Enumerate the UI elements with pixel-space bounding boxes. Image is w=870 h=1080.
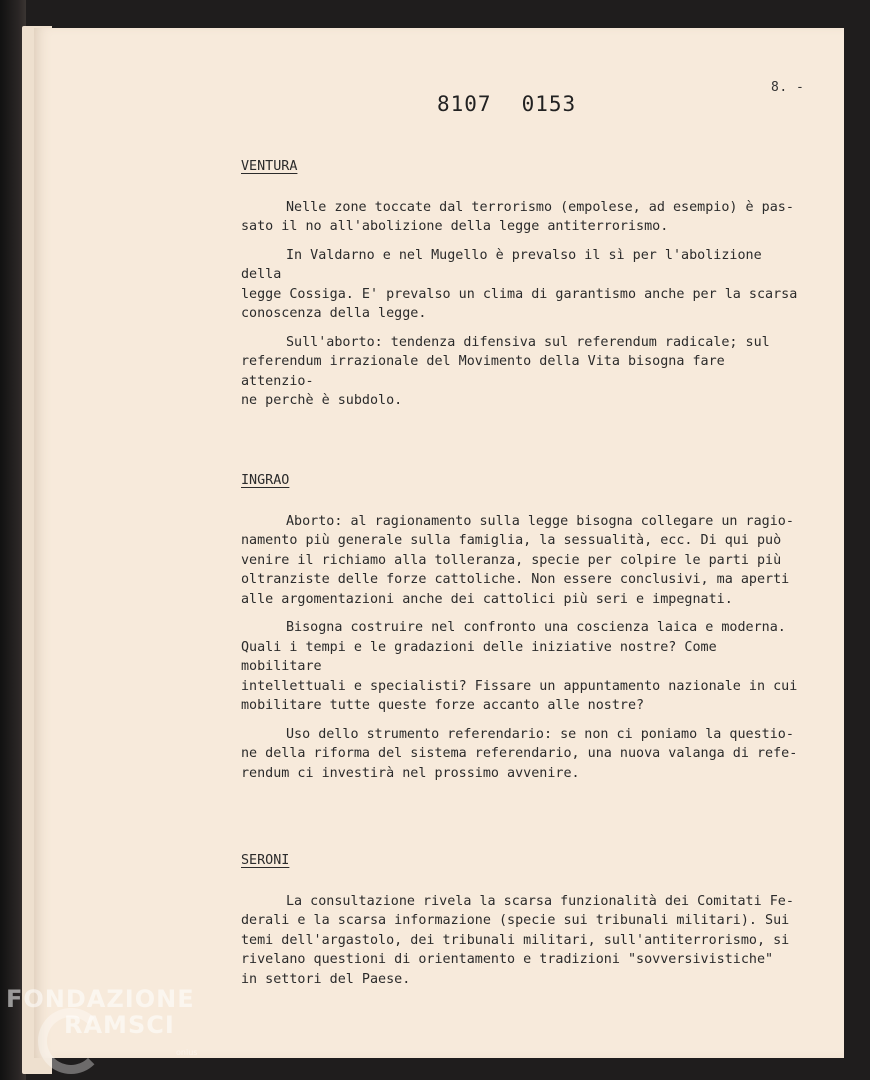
page-number: 8. -	[771, 80, 805, 95]
watermark-logo	[6, 986, 195, 1038]
paragraph: Bisogna costruire nel confronto una coscienza laica e moderna. Quali i tempi e le gradazioni delle iniziative nostre? Come mobilitare intellettuali e specialisti? Fissare un appuntamento nazionale in cui mobilitare tutte queste forze accanto alle nostre?	[241, 620, 798, 713]
watermark-line1: FONDAZIONE	[6, 985, 195, 1013]
paragraph: Uso dello strumento referendario: se non ci poniamo la questio- ne della riforma del sistema referendario, una nuova valanga di refe- rendum ci investirà nel prossimo avvenire.	[241, 726, 798, 781]
paragraph: Aborto: al ragionamento sulla legge bisogna collegare un ragio- namento più generale sulla famiglia, la sessualità, ecc. Di qui può venire il richiamo alla tolleranza, specie per colpire le parti più oltranziste delle forze cattoliche. Non essere conclusivi, ma aperti alle argomentazioni anche dei cattolici più seri e impegnati.	[241, 513, 794, 607]
watermark-line2: RAMSCI	[64, 1011, 175, 1039]
document-id	[437, 92, 606, 116]
section-seroni	[241, 851, 801, 998]
document-id-part2: 0153	[521, 92, 577, 116]
paragraph: Nelle zone toccate dal terrorismo (empolese, ad esempio) è pas- sato il no all'abolizione della legge antiterrorismo.	[241, 199, 794, 234]
section-heading: SERONI	[241, 853, 290, 868]
section-heading: VENTURA	[241, 159, 298, 174]
section-ventura	[241, 157, 801, 420]
watermark-sub: onlus	[176, 1048, 198, 1057]
document-id-part1: 8107	[437, 92, 492, 116]
paragraph: La consultazione rivela la scarsa funzionalità dei Comitati Fe- derali e la scarsa informazione (specie sui tribunali militari). Sui temi dell'argastolo, dei tribunali militari, sull'antiterrorismo, si rivelano questioni di orientamento e tradizioni "sovversivistiche" in settori del Paese.	[241, 893, 794, 987]
section-ingrao	[241, 471, 801, 792]
paragraph: Sull'aborto: tendenza difensiva sul referendum radicale; sul referendum irrazionale del Movimento della Vita bisogna fare attenzio- ne perchè è subdolo.	[241, 334, 770, 408]
section-heading: INGRAO	[241, 473, 290, 488]
paragraph: In Valdarno e nel Mugello è prevalso il sì per l'abolizione della legge Cossiga. E' prevalso un clima di garantismo anche per la scarsa conoscenza della legge.	[241, 247, 798, 321]
